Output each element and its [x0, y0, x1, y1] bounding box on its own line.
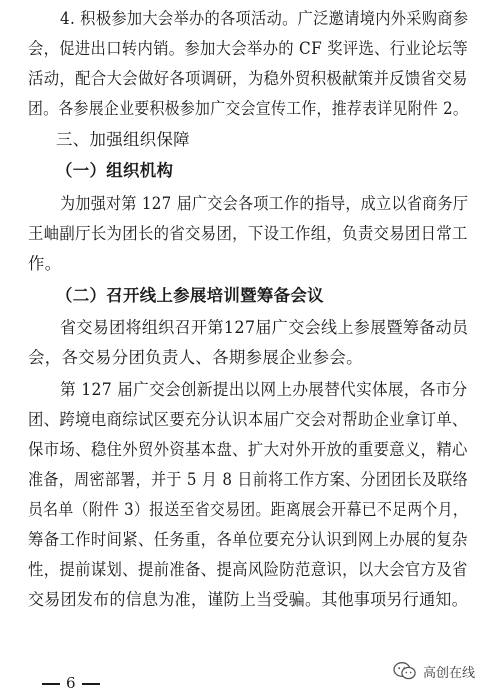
line-text: 省交易团将组织召开第127届广交会线上参展暨筹备动员	[60, 318, 469, 337]
paragraph-line	[28, 348, 363, 368]
line-text: 活动，配合大会做好各项调研，为稳外贸积极献策并反馈省交易	[28, 69, 468, 88]
paragraph-line	[60, 380, 468, 400]
page-number-text: 6	[66, 674, 76, 692]
subsection-heading-text: （一）组织机构	[56, 161, 174, 180]
wechat-icon	[393, 661, 417, 681]
line-text: 作。	[28, 254, 62, 273]
line-text: 性，提前谋划、提前准备、提高风险防范意识，以大会官方及省	[28, 560, 468, 579]
paragraph-line	[28, 590, 468, 610]
page-number	[36, 674, 106, 692]
line-text: 筹备工作时间紧、任务重，各单位要充分认识到网上办展的复杂	[28, 530, 468, 549]
line-text: 会，促进出口转内销。参加大会举办的 CF 奖评选、行业论坛等	[28, 39, 468, 58]
line-text: 会，各交易分团负责人、各期参展企业参会。	[28, 348, 363, 367]
line-text: 员名单（附件 3）报送至省交易团。距离展会开幕已不足两个月，	[28, 500, 469, 519]
paragraph-line	[60, 9, 468, 29]
dash-left	[42, 683, 60, 684]
subsection-heading-text: （二）召开线上参展培训暨筹备会议	[56, 286, 324, 305]
line-text: 第 127 届广交会创新提出以网上办展替代实体展，各市分	[60, 380, 468, 399]
line-text: 王岫副厅长为团长的省交易团，下设工作组，负责交易团日常工	[28, 224, 468, 243]
paragraph-line	[28, 500, 468, 520]
paragraph-line	[28, 530, 468, 550]
paragraph-line	[28, 470, 468, 490]
subsection-heading	[56, 286, 324, 306]
paragraph-line	[28, 254, 61, 274]
paragraph-line	[28, 224, 468, 244]
watermark-label: 高创在线	[422, 665, 475, 681]
paragraph-line	[28, 39, 468, 59]
line-text: 4. 积极参加大会举办的各项活动。广泛邀请境内外采购商参	[60, 9, 469, 28]
paragraph-line	[60, 318, 468, 338]
dash-right	[82, 683, 100, 684]
line-text: 准备，周密部署，并于 5 月 8 日前将工作方案、分团团长及联络	[28, 470, 469, 489]
paragraph-line	[28, 69, 468, 89]
line-text: 团。各参展企业要积极参加广交会宣传工作，推荐表详见附件 2。	[28, 99, 469, 118]
line-text: 交易团发布的信息为准，谨防上当受骗。其他事项另行通知。	[28, 590, 468, 609]
subsection-heading	[56, 161, 173, 181]
line-text: 保市场、稳住外贸外资基本盘、扩大对外开放的重要意义，精心	[28, 440, 468, 459]
paragraph-line	[28, 410, 468, 430]
line-text: 为加强对第 127 届广交会各项工作的指导，成立以省商务厅	[60, 194, 469, 213]
wechat-watermark	[393, 660, 475, 682]
paragraph-line	[28, 440, 468, 460]
paragraph-line	[60, 194, 468, 214]
paragraph-line	[28, 99, 468, 119]
section-heading	[56, 130, 190, 150]
section-heading-text: 三、加强组织保障	[56, 130, 190, 149]
line-text: 团、跨境电商综试区要充分认识本届广交会对帮助企业拿订单、	[28, 410, 468, 429]
paragraph-line	[28, 560, 468, 580]
